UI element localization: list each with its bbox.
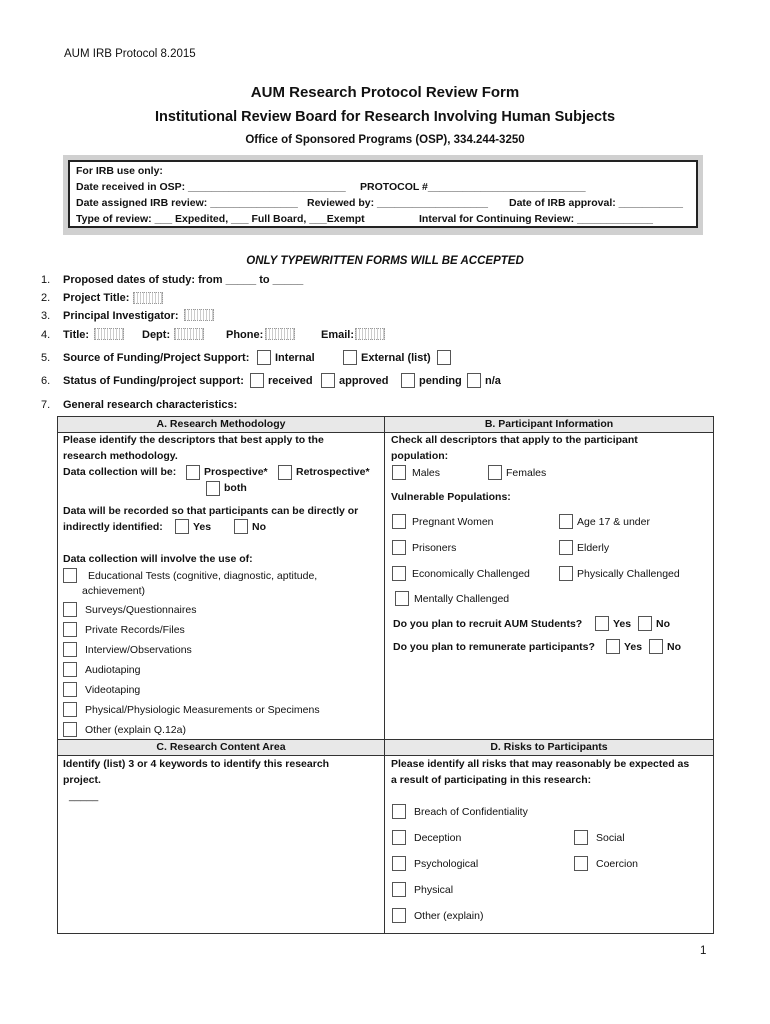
identified-desc: Data will be recorded so that participants can be directly or	[63, 505, 359, 517]
econ-label: Economically Challenged	[412, 568, 530, 580]
proposed-dates[interactable]: Proposed dates of study: from _____ to _____	[63, 274, 304, 286]
internal-label: Internal	[275, 352, 315, 364]
prisoners-checkbox[interactable]	[392, 540, 406, 555]
both-label: both	[224, 482, 247, 494]
surveys-label: Surveys/Questionnaires	[85, 604, 197, 616]
interview-label: Interview/Observations	[85, 644, 192, 656]
approval-date-field[interactable]: Date of IRB approval: ___________	[509, 197, 683, 209]
na-checkbox[interactable]	[467, 373, 481, 388]
approved-label: approved	[339, 375, 389, 387]
project-title-input[interactable]	[133, 292, 163, 304]
private-records-label: Private Records/Files	[85, 624, 185, 636]
irb-heading: For IRB use only:	[76, 165, 163, 177]
keywords-desc: Identify (list) 3 or 4 keywords to identify this research	[63, 758, 330, 770]
na-label: n/a	[485, 375, 501, 387]
page-number: 1	[700, 945, 707, 957]
external-label: External (list)	[361, 352, 431, 364]
pending-checkbox[interactable]	[401, 373, 415, 388]
protocol-number-field[interactable]: PROTOCOL #___________________________	[360, 181, 586, 193]
social-checkbox[interactable]	[574, 830, 588, 845]
funding-source-label: Source of Funding/Project Support:	[63, 352, 250, 364]
other-method-checkbox[interactable]	[63, 722, 77, 737]
general-characteristics-label: General research characteristics:	[63, 399, 238, 411]
internal-checkbox[interactable]	[257, 350, 271, 365]
mental-label: Mentally Challenged	[414, 593, 510, 605]
typewritten-notice: ONLY TYPEWRITTEN FORMS WILL BE ACCEPTED	[246, 255, 524, 267]
other-risk-label: Other (explain)	[414, 910, 484, 922]
page-title: AUM Research Protocol Review Form	[250, 84, 520, 101]
identified-label: indirectly identified:	[63, 521, 163, 533]
section-b-desc: Check all descriptors that apply to the participant	[391, 434, 638, 446]
reviewed-by-field[interactable]: Reviewed by: ___________________	[307, 197, 488, 209]
received-checkbox[interactable]	[250, 373, 264, 388]
both-checkbox[interactable]	[206, 481, 220, 496]
females-checkbox[interactable]	[488, 465, 502, 480]
item-number: 6.	[41, 375, 51, 387]
retrospective-checkbox[interactable]	[278, 465, 292, 480]
coercion-checkbox[interactable]	[574, 856, 588, 871]
involve-label: Data collection will involve the use of:	[63, 553, 253, 565]
office-line: Office of Sponsored Programs (OSP), 334.244-3250	[245, 134, 525, 146]
section-a-desc: Please identify the descriptors that best apply to the	[63, 434, 324, 446]
physical-checkbox[interactable]	[392, 882, 406, 897]
keywords-input[interactable]: _____	[69, 790, 99, 802]
females-label: Females	[506, 467, 547, 479]
prospective-label: Prospective*	[204, 466, 268, 478]
keywords-desc: project.	[63, 774, 101, 786]
risks-desc: Please identify all risks that may reasonably be expected as	[391, 758, 690, 770]
identified-no-label: No	[252, 521, 266, 533]
item-number: 4.	[41, 329, 51, 341]
phone-input[interactable]	[265, 328, 295, 340]
item-number: 7.	[41, 399, 51, 411]
private-records-checkbox[interactable]	[63, 622, 77, 637]
remunerate-label: Do you plan to remunerate participants?	[393, 641, 595, 653]
title-label: Title:	[63, 329, 90, 341]
identified-no-checkbox[interactable]	[234, 519, 248, 534]
recruit-label: Do you plan to recruit AUM Students?	[393, 618, 583, 630]
date-assigned-field[interactable]: Date assigned IRB review: _______________	[76, 197, 298, 209]
remunerate-yes-checkbox[interactable]	[606, 639, 620, 654]
protocol-version: AUM IRB Protocol 8.2015	[64, 48, 196, 60]
social-label: Social	[596, 832, 625, 844]
videotaping-checkbox[interactable]	[63, 682, 77, 697]
elderly-checkbox[interactable]	[559, 540, 573, 555]
principal-investigator-input[interactable]	[184, 309, 214, 321]
pregnant-checkbox[interactable]	[392, 514, 406, 529]
email-label: Email:	[321, 329, 355, 341]
prisoners-label: Prisoners	[412, 542, 457, 554]
section-b-header: B. Participant Information	[385, 417, 713, 433]
item-number: 1.	[41, 274, 51, 286]
phone-label: Phone:	[226, 329, 264, 341]
surveys-checkbox[interactable]	[63, 602, 77, 617]
prospective-checkbox[interactable]	[186, 465, 200, 480]
recruit-no-checkbox[interactable]	[638, 616, 652, 631]
risks-desc: a result of participating in this research:	[391, 774, 592, 786]
elderly-label: Elderly	[577, 542, 610, 554]
external-list-checkbox[interactable]	[437, 350, 451, 365]
page-subtitle: Institutional Review Board for Research Involving Human Subjects	[154, 109, 616, 125]
item-number: 5.	[41, 352, 51, 364]
physical-label: Physical	[414, 884, 454, 896]
irb-use-box	[68, 160, 698, 228]
coercion-label: Coercion	[596, 858, 639, 870]
other-risk-checkbox[interactable]	[392, 908, 406, 923]
age17-label: Age 17 & under	[577, 516, 650, 528]
econ-checkbox[interactable]	[392, 566, 406, 581]
retrospective-label: Retrospective*	[296, 466, 370, 478]
educational-tests-label: achievement)	[82, 585, 146, 597]
collection-label: Data collection will be:	[63, 466, 177, 478]
age17-checkbox[interactable]	[559, 514, 573, 529]
deception-label: Deception	[414, 832, 462, 844]
remunerate-no-checkbox[interactable]	[649, 639, 663, 654]
dept-label: Dept:	[142, 329, 171, 341]
project-title-label: Project Title:	[63, 292, 130, 304]
item-number: 3.	[41, 310, 51, 322]
funding-status-label: Status of Funding/project support:	[63, 375, 244, 387]
phys-label: Physically Challenged	[577, 568, 680, 580]
date-received-field[interactable]: Date received in OSP: ___________________________	[76, 181, 346, 193]
educational-tests-checkbox[interactable]	[63, 568, 77, 583]
males-label: Males	[412, 467, 441, 479]
remunerate-yes-label: Yes	[624, 641, 643, 653]
psychological-label: Psychological	[414, 858, 479, 870]
dept-input[interactable]	[174, 328, 204, 340]
item-number: 2.	[41, 292, 51, 304]
principal-investigator-label: Principal Investigator:	[63, 310, 179, 322]
audiotaping-checkbox[interactable]	[63, 662, 77, 677]
recruit-yes-checkbox[interactable]	[595, 616, 609, 631]
pregnant-label: Pregnant Women	[412, 516, 494, 528]
deception-checkbox[interactable]	[392, 830, 406, 845]
section-a-header: A. Research Methodology	[58, 417, 384, 433]
section-a-desc: research methodology.	[63, 450, 178, 462]
psychological-checkbox[interactable]	[392, 856, 406, 871]
identified-yes-checkbox[interactable]	[175, 519, 189, 534]
other-method-label: Other (explain Q.12a)	[85, 724, 186, 736]
external-checkbox[interactable]	[343, 350, 357, 365]
breach-label: Breach of Confidentiality	[414, 806, 528, 818]
males-checkbox[interactable]	[392, 465, 406, 480]
approved-checkbox[interactable]	[321, 373, 335, 388]
continuing-review-field[interactable]: Interval for Continuing Review: _____________	[419, 213, 654, 225]
section-d-header: D. Risks to Participants	[385, 740, 713, 756]
review-type-field[interactable]: Type of review: ___ Expedited, ___ Full Board, ___Exempt	[76, 213, 365, 225]
physical-measurements-checkbox[interactable]	[63, 702, 77, 717]
section-c-header: C. Research Content Area	[58, 740, 384, 756]
videotaping-label: Videotaping	[85, 684, 141, 696]
audiotaping-label: Audiotaping	[85, 664, 141, 676]
section-b-desc: population:	[391, 450, 449, 462]
vulnerable-label: Vulnerable Populations:	[391, 491, 511, 503]
phys-checkbox[interactable]	[559, 566, 573, 581]
physical-measurements-label: Physical/Physiologic Measurements or Specimens	[85, 704, 320, 716]
mental-checkbox[interactable]	[395, 591, 409, 606]
received-label: received	[268, 375, 313, 387]
title-input[interactable]	[94, 328, 124, 340]
breach-checkbox[interactable]	[392, 804, 406, 819]
pending-label: pending	[419, 375, 462, 387]
identified-yes-label: Yes	[193, 521, 212, 533]
remunerate-no-label: No	[667, 641, 681, 653]
recruit-no-label: No	[656, 618, 670, 630]
educational-tests-label: Educational Tests (cognitive, diagnostic, aptitude,	[88, 570, 318, 582]
recruit-yes-label: Yes	[613, 618, 632, 630]
interview-checkbox[interactable]	[63, 642, 77, 657]
email-input[interactable]	[355, 328, 385, 340]
